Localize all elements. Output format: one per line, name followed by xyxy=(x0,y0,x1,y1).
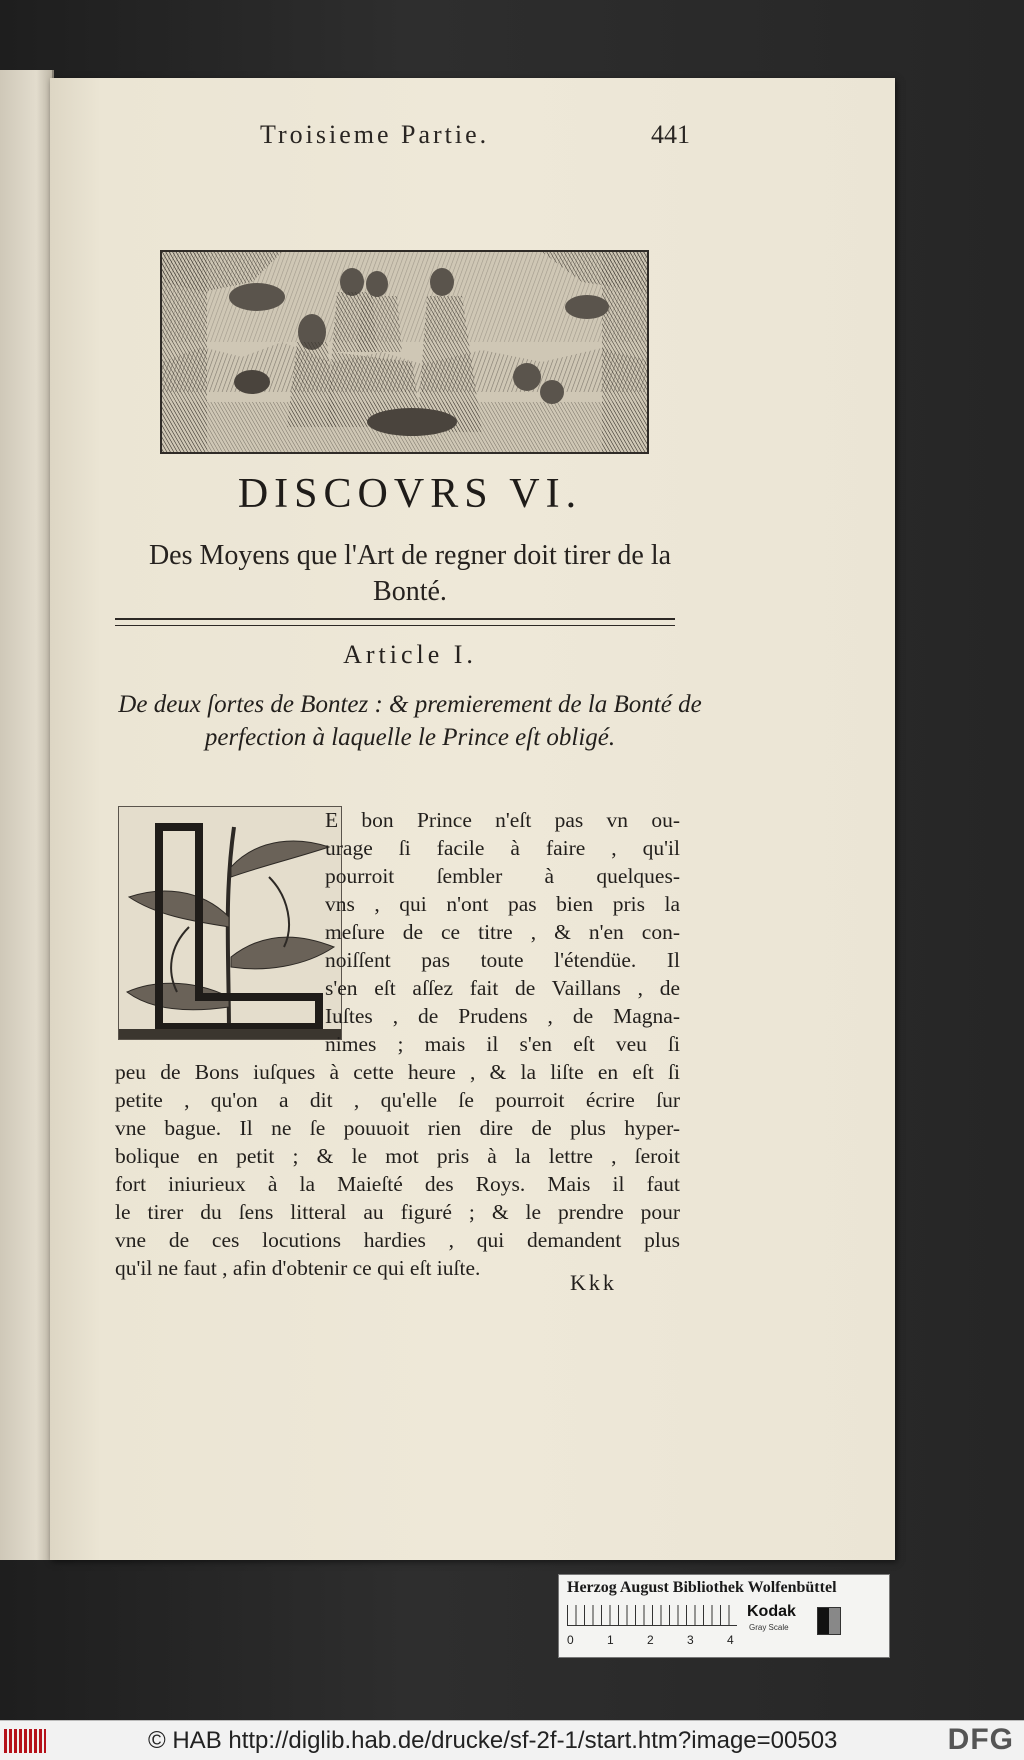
scale-label: 3 xyxy=(687,1633,694,1647)
body-line: noiſſent pas toute l'étendüe. Il xyxy=(325,948,680,972)
scale-label: 1 xyxy=(607,1633,614,1647)
scale-label: 0 xyxy=(567,1633,574,1647)
source-credit[interactable]: © HAB http://diglib.hab.de/drucke/sf-2f-1/start.htm?image=00503 xyxy=(148,1727,838,1754)
running-title: Troisieme Partie. xyxy=(260,120,490,149)
body-line: vne bague. Il ne ſe pouuoit rien dire de plus hyper- xyxy=(115,1116,680,1140)
drop-cap-ornament xyxy=(119,807,341,1039)
body-line: le tirer du ſens litteral au figuré ; & le prendre pour xyxy=(115,1200,680,1224)
body-line: fort iniurieux à la Maieſté des Roys. Mais il faut xyxy=(115,1172,680,1196)
engraved-vignette xyxy=(160,250,649,454)
body-line: pourroit ſembler à quelques- xyxy=(325,864,680,888)
color-calibration-bar xyxy=(558,1574,890,1658)
body-line: nimes ; mais il s'en eſt veu ſi xyxy=(325,1032,680,1056)
article-title: Article I. xyxy=(343,640,477,669)
discourse-subtitle: Des Moyens que l'Art de regner doit tirer de la Bonté. xyxy=(148,540,672,607)
ruler-scale xyxy=(567,1605,737,1626)
page-number: 441 xyxy=(651,120,690,149)
dfg-logo: DFG xyxy=(947,1723,1014,1756)
kodak-subtitle: Gray Scale xyxy=(749,1623,789,1632)
library-logo-icon xyxy=(4,1729,46,1753)
body-line: E bon Prince n'eſt pas vn ou- xyxy=(325,808,680,832)
body-line: meſure de ce titre , & n'en con- xyxy=(325,920,680,944)
body-line: urage ſi facile à faire , qu'il xyxy=(325,836,680,860)
page-header xyxy=(200,120,690,160)
viewer-footer xyxy=(0,1720,1024,1760)
institution-label: Herzog August Bibliothek Wolfenbüttel xyxy=(567,1579,837,1596)
previous-page-edge xyxy=(0,70,54,1560)
body-line: vne de ces locutions hardies , qui demandent plus xyxy=(115,1228,680,1252)
catchword: Kkk xyxy=(570,1270,617,1295)
discourse-title: DISCOVRS VI. xyxy=(237,471,583,517)
drop-cap xyxy=(118,806,342,1040)
scale-label: 2 xyxy=(647,1633,654,1647)
section-rule xyxy=(115,618,675,626)
scale-label: 4 xyxy=(727,1633,734,1647)
body-line: petite , qu'on a dit , qu'elle ſe pourroit écrire ſur xyxy=(115,1088,680,1112)
kodak-brand: Kodak xyxy=(747,1603,796,1620)
body-line: peu de Bons iuſques à cette heure , & la liſte en eſt ſi xyxy=(115,1060,680,1084)
body-line: vns , qui n'ont pas bien pris la xyxy=(325,892,680,916)
vignette-illustration xyxy=(162,252,647,452)
body-line: bolique en petit ; & le mot pris à la lettre , ſeroit xyxy=(115,1144,680,1168)
gray-scale-patch xyxy=(817,1607,841,1635)
article-heading: De deux ſortes de Bontez : & premierement de la Bonté de perfection à laquelle le Prince eſt obligé. xyxy=(118,691,702,751)
body-line: Iuſtes , de Prudens , de Magna- xyxy=(325,1004,680,1028)
body-line-last: qu'il ne faut , afin d'obtenir ce qui eſt iuſte. xyxy=(115,1256,481,1280)
body-line: s'en eſt aſſez fait de Vaillans , de xyxy=(325,976,680,1000)
